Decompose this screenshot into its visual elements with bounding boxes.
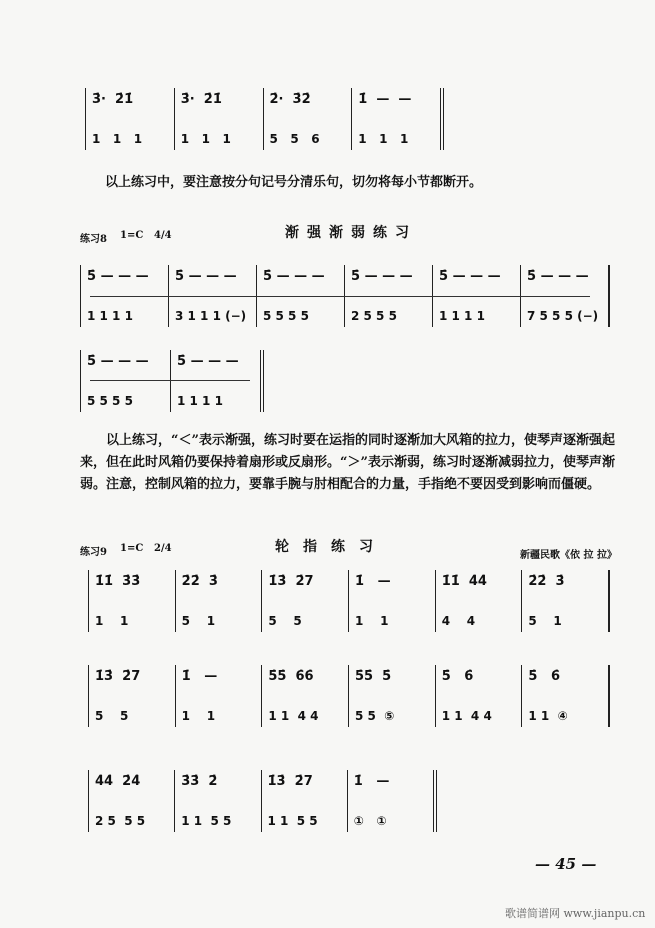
bass-notes: 1 1 5 5 xyxy=(181,814,232,828)
melody-notes: 4̇4̇ 2̇4̇ xyxy=(95,774,141,789)
bass-notes: ① ① xyxy=(353,814,387,828)
bass-notes: 5 5 xyxy=(268,614,302,628)
measure xyxy=(261,770,347,832)
exercise-8-system-2 xyxy=(80,350,264,412)
measure xyxy=(261,665,348,727)
exercise-9-system-1 xyxy=(88,570,610,632)
page-number: — 45 — xyxy=(535,855,597,873)
exercise-9-system-2 xyxy=(88,665,610,727)
measure xyxy=(175,570,262,632)
melody-notes: 5̇ 6̇ xyxy=(528,669,561,684)
melody-notes: 5̇ — — — xyxy=(263,269,325,284)
measure xyxy=(347,770,433,832)
bass-notes: 1 1 1 xyxy=(92,132,143,146)
measure xyxy=(521,570,608,632)
bass-notes: 1 1 1 1 xyxy=(177,394,223,408)
watermark: 歌谱简谱网 www.jianpu.cn xyxy=(505,907,646,920)
melody-notes: 1̇3̇ 2̇7 xyxy=(268,574,314,589)
bass-notes: 5 5 6 xyxy=(269,132,320,146)
measure xyxy=(175,665,262,727)
melody-notes: 5̇ — — — xyxy=(175,269,237,284)
exercise-9-label: 练习9 xyxy=(80,547,107,558)
melody-notes: 3̇3̇ 2̇ xyxy=(181,774,218,789)
exercise-8-time: 4/4 xyxy=(154,230,172,241)
bass-notes: 5 5 xyxy=(95,709,129,723)
melody-notes: 5̇ — — — xyxy=(87,354,149,369)
measure xyxy=(174,88,263,150)
melody-notes: 5̇ — — — xyxy=(177,354,239,369)
bass-notes: 3 1 1 1 (−) xyxy=(175,309,247,323)
measure xyxy=(88,570,175,632)
melody-notes: 5̇ — — — xyxy=(527,269,589,284)
melody-notes: 5̇5̇ 5̇ xyxy=(355,669,392,684)
melody-notes: 5̇ 6̇ xyxy=(441,669,474,684)
measure xyxy=(85,88,174,150)
melody-notes: 2̇2̇ 3̇ xyxy=(528,574,565,589)
melody-notes: 5̇ — — — xyxy=(439,269,501,284)
melody-notes: 5̇ — — — xyxy=(87,269,149,284)
exercise-8-label: 练习8 xyxy=(80,234,107,245)
bass-notes: 1 1 4 4 xyxy=(441,709,492,723)
instruction-text-2: 以上练习，“＜”表示渐强，练习时要在运指的同时逐渐加大风箱的拉力，使琴声逐渐强起来，但在此时风箱仍要保持着扇形或反扇形。“＞”表示渐弱，练习时逐渐减弱拉力，使琴声渐弱。注意，控制风箱的拉力，要靠手腕与肘相配合的力量，手指绝不要因受到影响而僵硬。 xyxy=(80,433,615,492)
measure xyxy=(435,570,522,632)
bass-notes: 1 1 4 4 xyxy=(268,709,319,723)
exercise-9-title: 轮指练习 xyxy=(275,539,387,555)
bass-notes: 7 5 5 5 (−) xyxy=(527,309,599,323)
bass-notes: 5 5 ⑤ xyxy=(355,709,395,723)
melody-notes: 5̇5̇ 6̇6̇ xyxy=(268,669,314,684)
measure xyxy=(351,88,440,150)
bass-notes: 1 1 xyxy=(181,709,216,723)
melody-notes: 3̇· 2̇1̇ xyxy=(180,92,222,107)
instruction-text-1: 以上练习中，要注意按分句记号分清乐句，切勿将每小节都断开。 xyxy=(105,175,483,190)
measure xyxy=(88,665,175,727)
melody-notes: 1̇ — xyxy=(355,574,391,589)
bass-notes: 5 5 5 5 xyxy=(263,309,309,323)
exercise-8-key: 1=C xyxy=(120,230,144,241)
melody-notes: 1̇ — xyxy=(353,774,390,789)
measure xyxy=(348,665,435,727)
measure xyxy=(88,770,174,832)
bass-notes: 1 1 1 1 xyxy=(87,309,133,323)
bass-notes: 1 1 xyxy=(355,614,389,628)
bass-notes: 1 1 5 5 xyxy=(267,814,318,828)
exercise-9-system-3 xyxy=(88,770,437,832)
bass-notes: 2 5 5 5 xyxy=(95,814,146,828)
melody-notes: 5̇ — — — xyxy=(351,269,413,284)
bass-notes: 5 5 5 5 xyxy=(87,394,133,408)
melody-notes: 1̇1̇ 4̇4̇ xyxy=(441,574,487,589)
melody-notes: 1̇ — — xyxy=(358,92,412,107)
bass-notes: 1 1 1 xyxy=(358,132,409,146)
measure xyxy=(174,770,260,832)
bass-notes: 1 1 ④ xyxy=(528,709,568,723)
melody-notes: 2̇· 3̇2̇ xyxy=(269,92,311,107)
decrescendo-hairpin xyxy=(90,380,250,381)
crescendo-hairpin xyxy=(90,296,590,297)
melody-notes: 1̇ — xyxy=(181,669,218,684)
measure xyxy=(521,665,608,727)
bass-notes: 1 1 1 xyxy=(180,132,231,146)
melody-notes: 1̇3̇ 2̇7 xyxy=(267,774,313,789)
melody-notes: 1̇1̇ 3̇3̇ xyxy=(95,574,141,589)
measure xyxy=(170,350,260,412)
melody-notes: 1̇3̇ 2̇7 xyxy=(95,669,141,684)
exercise-8-title: 渐强渐弱练习 xyxy=(285,225,417,241)
melody-notes: 2̇2̇ 3̇ xyxy=(181,574,218,589)
melody-notes: 3̇· 2̇1̇ xyxy=(92,92,134,107)
exercise-9-key: 1=C xyxy=(120,543,144,554)
measure xyxy=(263,88,352,150)
bass-notes: 1 1 1 1 xyxy=(439,309,485,323)
bass-notes: 1 1 xyxy=(95,614,129,628)
measure xyxy=(80,350,170,412)
measure xyxy=(348,570,435,632)
song-source: 新疆民歌《依 拉 拉》 xyxy=(520,550,617,561)
bass-notes: 5 1 xyxy=(528,614,562,628)
system-0 xyxy=(85,88,444,150)
measure xyxy=(435,665,522,727)
bass-notes: 4 4 xyxy=(441,614,476,628)
bass-notes: 5 1 xyxy=(181,614,216,628)
exercise-9-time: 2/4 xyxy=(154,543,172,554)
measure xyxy=(261,570,348,632)
bass-notes: 2 5 5 5 xyxy=(351,309,397,323)
